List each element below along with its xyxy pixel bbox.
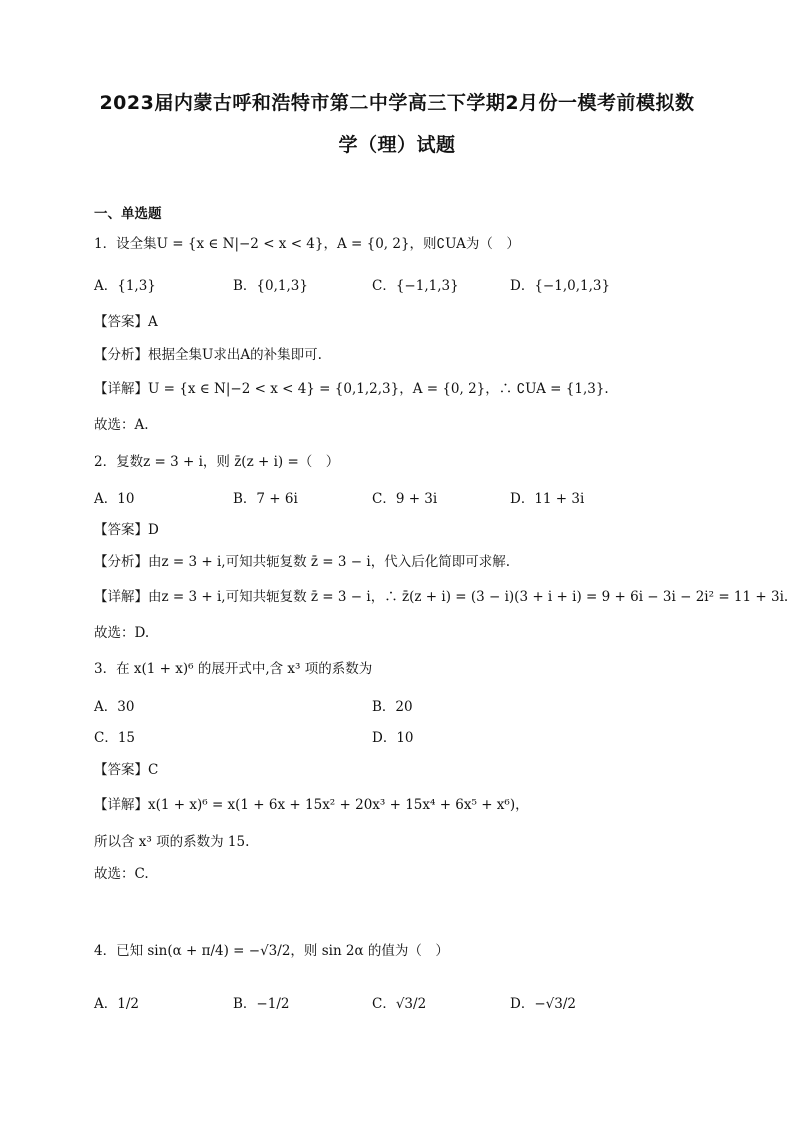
q2-option-d: D．11 + 3i [510, 491, 585, 507]
q4-option-b: B．−1/2 [233, 996, 290, 1012]
q3-option-a: A．30 [94, 699, 135, 715]
q1-analysis: 【分析】根据全集U求出A的补集即可. [94, 347, 322, 363]
q3-option-c: C．15 [94, 730, 136, 746]
q3-option-b: B．20 [372, 699, 413, 715]
q1-detail: 【详解】U = {x ∈ N|−2 < x < 4} = {0,1,2,3}，A = {0, 2}，∴ ∁UA = {1,3}. [94, 381, 609, 397]
q2-option-b: B．7 + 6i [233, 491, 298, 507]
q1-choose: 故选：A. [94, 417, 149, 433]
q2-choose: 故选：D. [94, 625, 150, 641]
q2-detail: 【详解】由z = 3 + i,可知共轭复数 z̄ = 3 − i，∴ z̄(z + i) = (3 − i)(3 + i + i) = 9 + 6i − 3i − 2i² = 11 + 3i. [94, 589, 789, 605]
document-title-line2: 学（理）试题 [338, 134, 456, 156]
q2-option-c: C．9 + 3i [372, 491, 438, 507]
q4-option-a: A．1/2 [94, 996, 139, 1012]
q1-option-c: C．{−1,1,3} [372, 278, 459, 294]
q3-choose: 故选：C. [94, 866, 149, 882]
q2-option-a: A．10 [94, 491, 135, 507]
q2-stem: 2．复数z = 3 + i，则 z̄(z + i) =（ ） [94, 454, 340, 470]
q3-stem: 3．在 x(1 + x)⁶ 的展开式中,含 x³ 项的系数为 [94, 661, 373, 677]
q4-option-c: C．√3/2 [372, 996, 427, 1012]
section-heading: 一、单选题 [94, 206, 162, 222]
q3-detail: 【详解】x(1 + x)⁶ = x(1 + 6x + 15x² + 20x³ + 15x⁴ + 6x⁵ + x⁶)， [94, 797, 529, 813]
q1-option-a: A．{1,3} [94, 278, 156, 294]
q4-stem: 4．已知 sin(α + π/4) = −√3/2，则 sin 2α 的值为（ ） [94, 943, 449, 959]
q1-stem: 1．设全集U = {x ∈ N|−2 < x < 4}，A = {0, 2}，则∁UA为（ ） [94, 236, 520, 252]
document-title-line1: 2023届内蒙古呼和浩特市第二中学高三下学期2月份一模考前模拟数 [99, 92, 695, 114]
q1-answer: 【答案】A [94, 314, 158, 330]
q1-option-d: D．{−1,0,1,3} [510, 278, 611, 294]
q2-answer: 【答案】D [94, 522, 159, 538]
q4-option-d: D．−√3/2 [510, 996, 576, 1012]
q3-conclusion: 所以含 x³ 项的系数为 15. [94, 834, 250, 850]
q3-answer: 【答案】C [94, 762, 159, 778]
q2-analysis: 【分析】由z = 3 + i,可知共轭复数 z̄ = 3 − i，代入后化简即可求解. [94, 554, 510, 570]
q3-option-d: D．10 [372, 730, 414, 746]
q1-option-b: B．{0,1,3} [233, 278, 308, 294]
